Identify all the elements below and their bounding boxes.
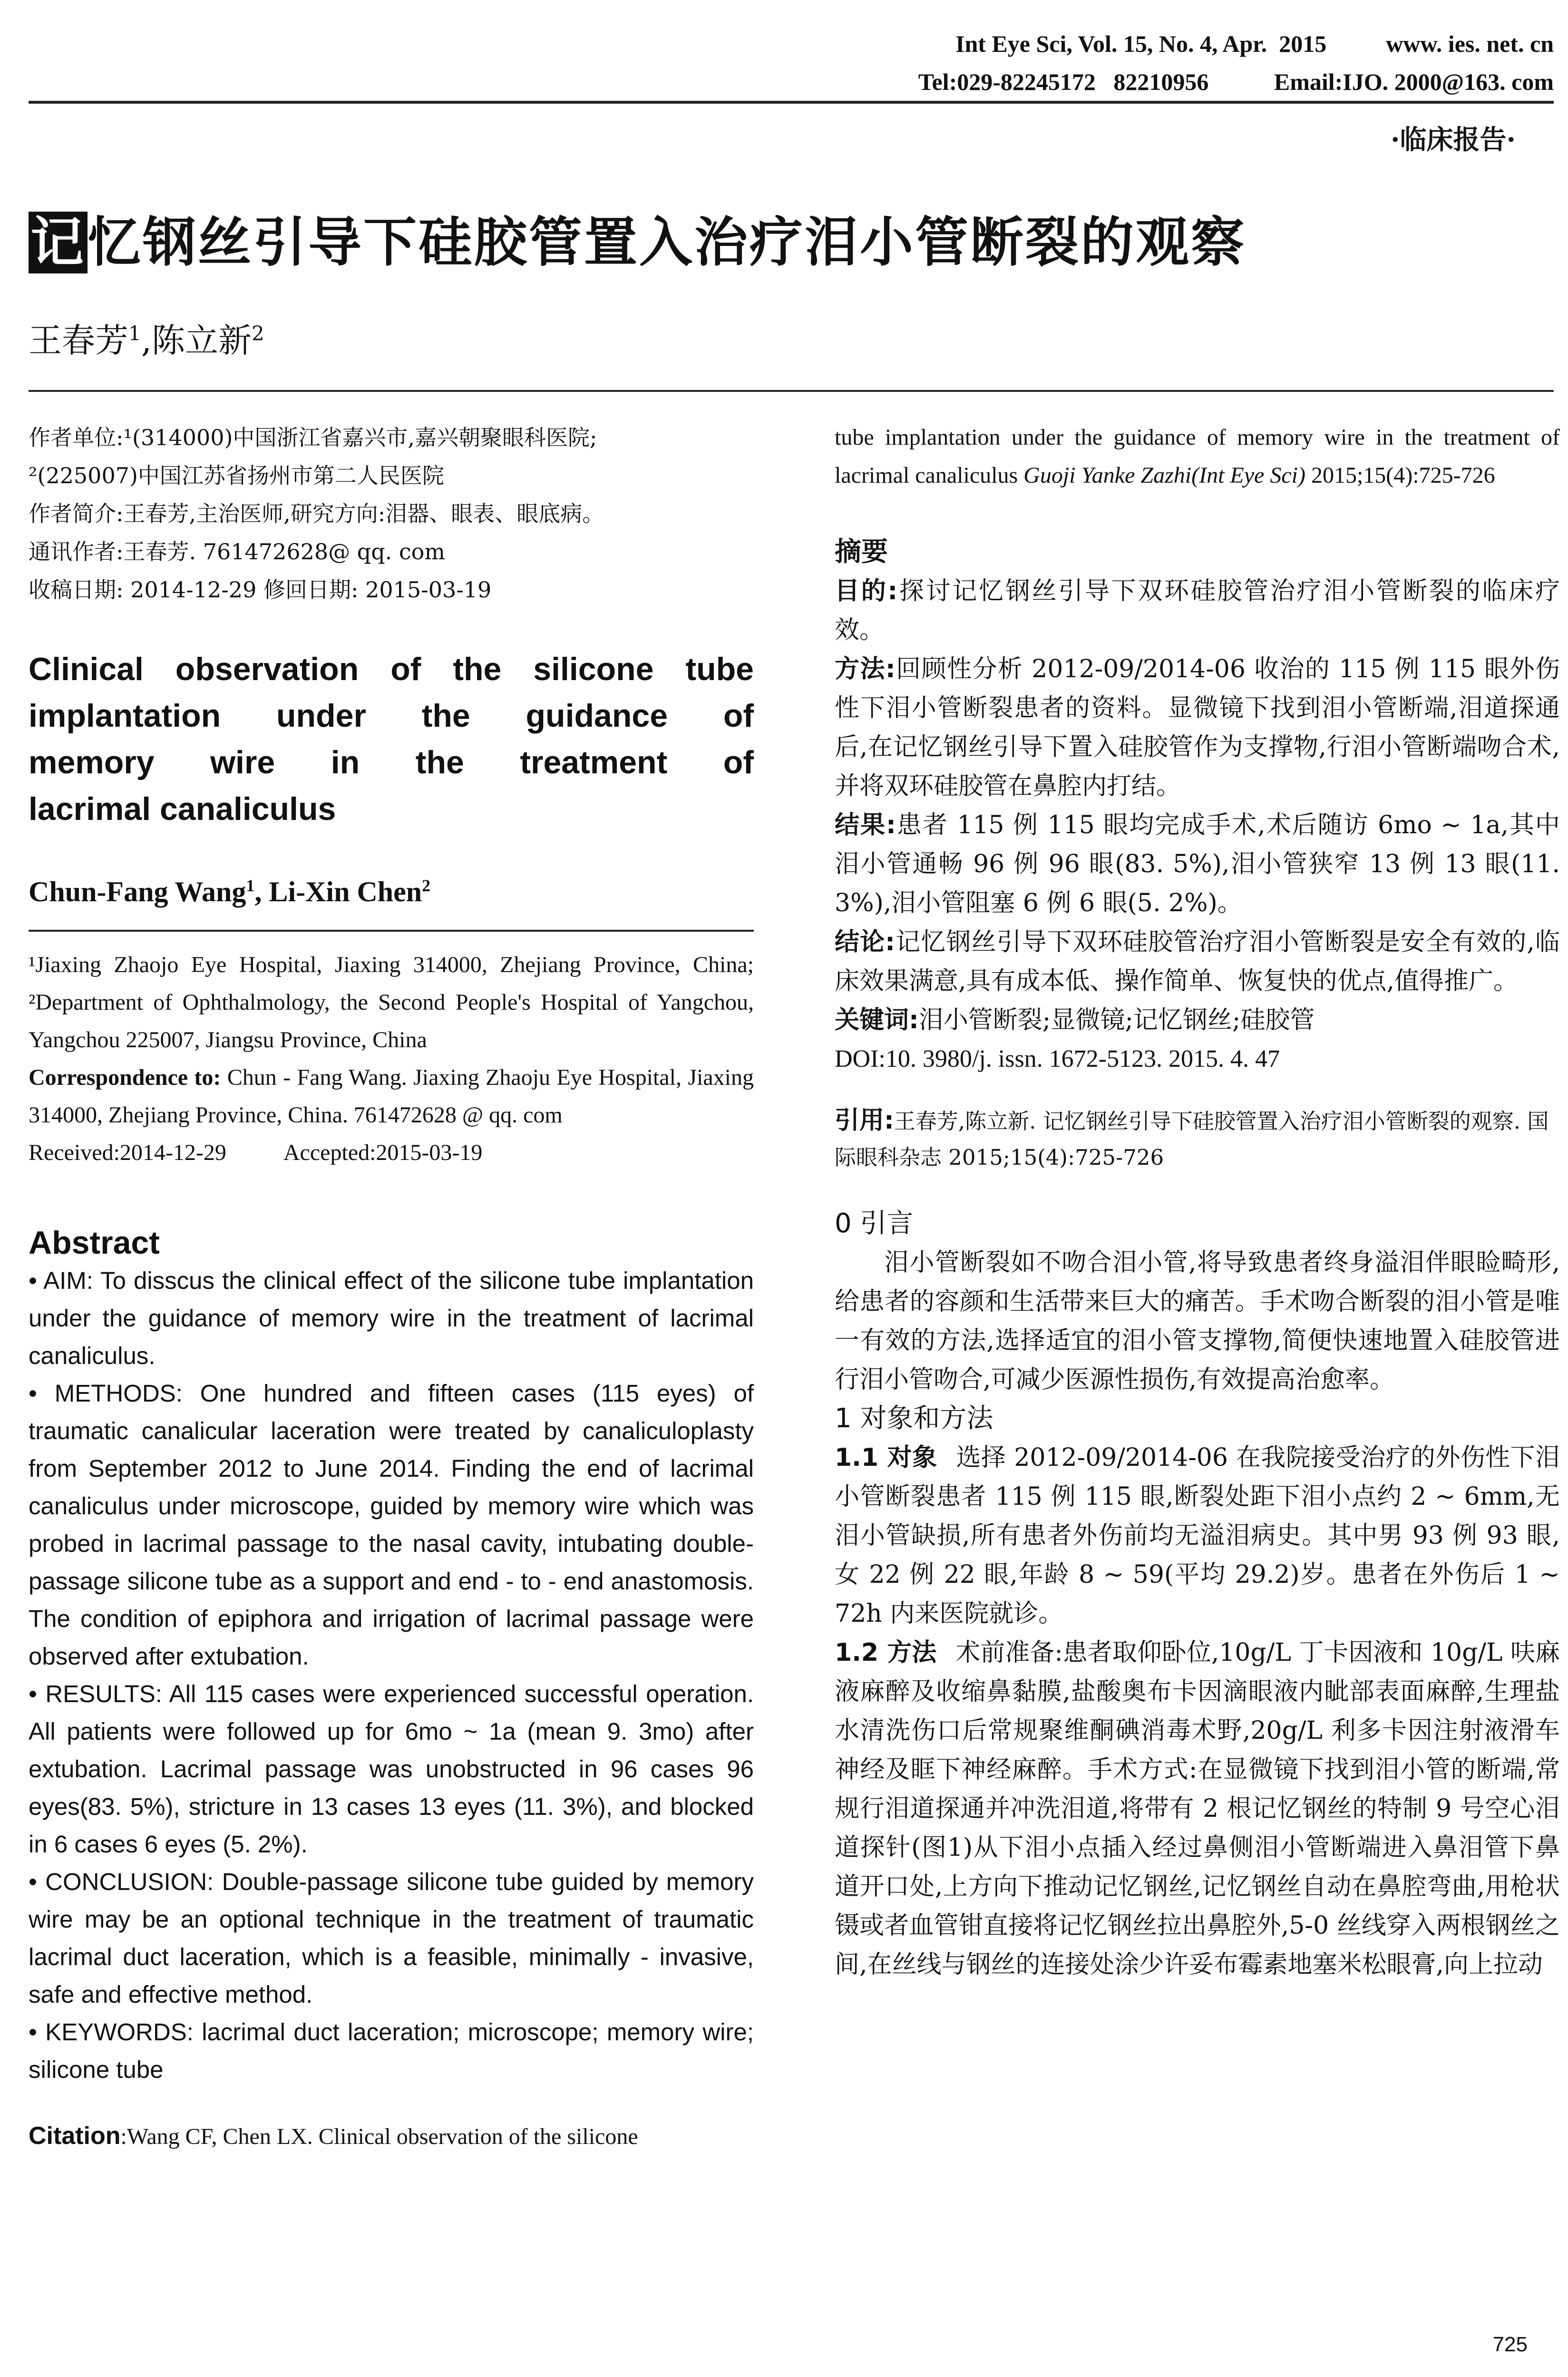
page-number: 725 [1492, 2333, 1528, 2356]
en-author-2-sup: 2 [422, 876, 431, 895]
subsection-1-1 [835, 1438, 1560, 1633]
correspondence [29, 1059, 754, 1134]
cn-label: 关键词: [835, 1006, 919, 1034]
author-info [29, 419, 754, 609]
title-first-char: 记 [29, 212, 88, 273]
en-author-2: Li-Xin Chen [269, 876, 422, 907]
author-sep: , [141, 321, 152, 360]
abstract-conclusion: • CONCLUSION: Double-passage silicone tube guided by memory wire may be an optional technique in the treatment of traumatic lacrimal duct laceration, which is a feasible, minimally - invasive, safe and effective method. [29, 1868, 754, 2008]
dates-en [29, 1134, 754, 1171]
accepted-date: Accepted:2015-03-19 [283, 1140, 483, 1165]
info-line: 收稿日期: 2014-12-29 修回日期: 2015-03-19 [29, 577, 492, 603]
en-author-1-sup: 1 [246, 876, 255, 895]
citation-text: :Wang CF, Chen LX. Clinical observation of the silicone [120, 2124, 638, 2149]
article-title [29, 200, 1246, 276]
en-author-sep: , [254, 876, 269, 907]
contact-line: Tel:029-82245172 82210956 Email:IJO. 2000@163. com [918, 68, 1554, 95]
cn-text: 泪小管断裂;显微镜;记忆钢丝;硅胶管 [918, 1006, 1315, 1034]
citation-label: Citation [29, 2122, 121, 2150]
abstract-keywords: • KEYWORDS: lacrimal duct laceration; microscope; memory wire; silicone tube [29, 2018, 754, 2083]
cn-label: 结果: [835, 811, 896, 839]
affiliations [29, 946, 754, 1171]
subsection-label: 1.2 方法 [835, 1638, 937, 1667]
corr-label: Correspondence to: [29, 1065, 221, 1090]
right-column [835, 419, 1560, 1984]
info-line: ²(225007)中国江苏省扬州市第二人民医院 [29, 463, 444, 488]
cite-cn-label: 引用: [835, 1106, 894, 1135]
methods-heading: 1 对象和方法 [835, 1403, 993, 1434]
en-title-line: Clinical observation of the silicone tube [29, 651, 754, 687]
cn-text: 回顾性分析 2012-09/2014-06 收治的 115 例 115 眼外伤性下泪小管断裂患者的资料。显微镜下找到泪小管断端,泪道探通后,在记忆钢丝引导下置入硅胶管作为支撑物,行泪小管断端吻合术,并将双环硅胶管在鼻腔内打结。 [835, 655, 1560, 800]
intro-heading: 0 引言 [835, 1208, 914, 1239]
abstract-body [29, 1262, 754, 2088]
info-line: 作者单位:¹(314000)中国浙江省嘉兴市,嘉兴朝聚眼科医院; [29, 425, 597, 450]
citation-cont-text: tube implantation under the guidance of memory wire in the treatment of lacrimal canaliculus [835, 425, 1560, 488]
cn-text: 记忆钢丝引导下双环硅胶管治疗泪小管断裂是安全有效的,临床效果满意,具有成本低、操作简单、恢复快的优点,值得推广。 [835, 928, 1560, 995]
intro-paragraph: 泪小管断裂如不吻合泪小管,将导致患者终身溢泪伴眼睑畸形,给患者的容颜和生活带来巨大的痛苦。手术吻合断裂的泪小管是唯一有效的方法,选择适宜的泪小管支撑物,简便快速地置入硅胶管进行泪小管吻合,可减少医源性损伤,有效提高治愈率。 [835, 1248, 1560, 1394]
cn-abstract [835, 572, 1560, 1079]
cn-label: 结论: [835, 928, 895, 956]
cn-text: 探讨记忆钢丝引导下双环硅胶管治疗泪小管断裂的临床疗效。 [835, 577, 1560, 644]
cn-abstract-heading: 摘要 [835, 536, 888, 567]
english-authors [29, 867, 754, 911]
citation-en [29, 2117, 754, 2156]
en-title-line: memory wire in the treatment of [29, 744, 754, 780]
cn-text: 患者 115 例 115 眼均完成手术,术后随访 6mo ~ 1a,其中泪小管通畅 96 例 96 眼(83. 5%),泪小管狭窄 13 例 13 眼(11. 3%),泪小管阻塞 6 例 6 眼(5. 2%)。 [835, 811, 1560, 917]
journal-header [918, 25, 1554, 101]
en-title-line: implantation under the guidance of [29, 698, 754, 734]
cn-abstract-results [835, 806, 1560, 923]
cn-abstract-conclusion [835, 923, 1560, 1001]
author-2-sup: 2 [252, 321, 264, 345]
en-author-1: Chun-Fang Wang [29, 876, 246, 907]
abstract-heading: Abstract [29, 1225, 160, 1261]
subsection-label: 1.1 对象 [835, 1443, 937, 1472]
cn-abstract-keywords [835, 1001, 1560, 1040]
subsection-text: 选择 2012-09/2014-06 在我院接受治疗的外伤性下泪小管断裂患者 115 例 115 眼,断裂处距下泪小点约 2 ~ 6mm,无泪小管缺损,所有患者外伤前均无溢泪病史。其中男 93 例 93 眼,女 22 例 22 眼,年龄 8 ~ 59(平均 29.2)岁。患者在外伤后 1 ~ 72h 内来医院就诊。 [835, 1443, 1560, 1628]
citation-journal: Guoji Yanke Zazhi(Int Eye Sci) [1023, 463, 1305, 488]
column-rule [29, 930, 754, 932]
article-body [835, 1204, 1560, 1984]
section-tag: ·临床报告· [1391, 124, 1516, 156]
citation-tail: 2015;15(4):725-726 [1305, 463, 1495, 488]
authors-cn [29, 314, 264, 362]
cn-abstract-aim [835, 572, 1560, 650]
title-rule [29, 390, 1554, 392]
subsection-1-2 [835, 1633, 1560, 1984]
subsection-text: 术前准备:患者取仰卧位,10g/L 丁卡因液和 10g/L 呋麻液麻醉及收缩鼻黏膜,盐酸奥布卡因滴眼液内眦部表面麻醉,生理盐水清洗伤口后常规聚维酮碘消毒术野,20g/L 利多卡因注射液滑车神经及眶下神经麻醉。手术方式:在显微镜下找到泪小管的断端,常规行泪道探通并冲洗泪道,将带有 2 根记忆钢丝的特制 9 号空心泪道探针(图1)从下泪小点插入经过鼻侧泪小管断端进入鼻泪管下鼻道开口处,上方向下推动记忆钢丝,记忆钢丝自动在鼻腔弯曲,用枪状镊或者血管钳直接将记忆钢丝拉出鼻腔外,5-0 丝线穿入两根钢丝之间,在丝线与钢丝的连接处涂少许妥布霉素地塞米松眼膏,向上拉动 [835, 1638, 1560, 1979]
info-line: 通讯作者:王春芳. 761472628@ qq. com [29, 539, 445, 565]
journal-line: Int Eye Sci, Vol. 15, No. 4, Apr. 2015 www. ies. net. cn [955, 30, 1554, 57]
corr-text: Chun - Fang Wang. Jiaxing Zhaoju Eye Hospital, Jiaxing 314000, Zhejiang Province, China. 761472628 @ qq. com [29, 1065, 754, 1128]
cn-label: 目的: [835, 577, 898, 605]
cite-cn-text: 王春芳,陈立新. 记忆钢丝引导下硅胶管置入治疗泪小管断裂的观察. 国际眼科杂志 2015;15(4):725-726 [835, 1109, 1549, 1170]
en-title-line: lacrimal canaliculus [29, 791, 336, 827]
author-1-sup: 1 [128, 321, 141, 345]
doi: DOI:10. 3980/j. issn. 1672-5123. 2015. 4. 47 [835, 1045, 1280, 1072]
cn-abstract-methods [835, 650, 1560, 806]
english-title [29, 646, 754, 832]
info-line: 作者简介:王春芳,主治医师,研究方向:泪器、眼表、眼底病。 [29, 501, 604, 526]
title-rest: 忆钢丝引导下硅胶管置入治疗泪小管断裂的观察 [88, 212, 1246, 273]
received-date: Received:2014-12-29 [29, 1140, 226, 1165]
affil-text: ¹Jiaxing Zhaojo Eye Hospital, Jiaxing 314000, Zhejiang Province, China; ²Department of Ophthalmology, the Second People's Hospital of Yangchou, Yangchou 225007, Jiangsu Province, China [29, 952, 754, 1052]
header-rule [29, 101, 1554, 104]
citation-cn [835, 1102, 1560, 1176]
left-column [29, 419, 754, 2156]
cn-label: 方法: [835, 655, 896, 683]
abstract-aim: • AIM: To disscus the clinical effect of the silicone tube implantation under the guidance of memory wire in the treatment of lacrimal canaliculus. [29, 1267, 754, 1369]
abstract-methods: • METHODS: One hundred and fifteen cases (115 eyes) of traumatic canalicular laceration were treated by canaliculoplasty from September 2012 to June 2014. Finding the end of lacrimal canaliculus under microscope, guided by memory wire which was probed in lacrimal passage to the nasal cavity, intubating double-passage silicone tube as a support and end - to - end anastomosis. The condition of epiphora and irrigation of lacrimal passage were observed after extubation. [29, 1380, 754, 1670]
citation-continued [835, 419, 1560, 495]
author-1: 王春芳 [29, 321, 128, 360]
abstract-results: • RESULTS: All 115 cases were experienced successful operation. All patients were followed up for 6mo ~ 1a (mean 9. 3mo) after extubation. Lacrimal passage was unobstructed in 96 cases 96 eyes(83. 5%), stricture in 13 cases 13 eyes (11. 3%), and blocked in 6 cases 6 eyes (5. 2%). [29, 1680, 754, 1858]
author-2: 陈立新 [152, 321, 252, 360]
